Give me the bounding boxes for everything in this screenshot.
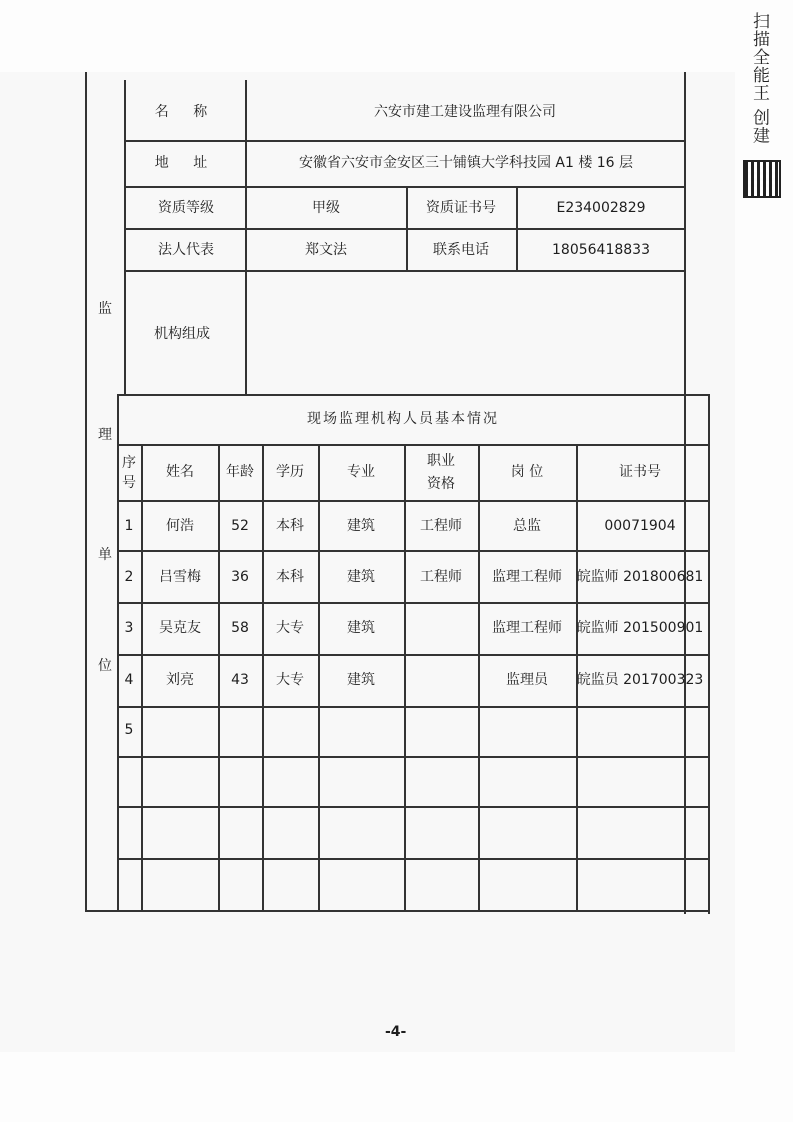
staff-line-r2 [117, 602, 710, 604]
row-1-major: 建筑 [347, 518, 375, 534]
row-3-age: 58 [231, 620, 249, 636]
row-4-age: 43 [231, 672, 249, 688]
staff-line-r4 [117, 706, 710, 708]
row-1-title: 工程师 [420, 518, 462, 534]
staff-section-title: 现场监理机构人员基本情况 [307, 411, 499, 427]
frame-left [85, 72, 87, 912]
row-line-4 [124, 270, 686, 272]
staff-line-r6 [117, 806, 710, 808]
legal-rep-label: 法人代表 [158, 242, 214, 258]
row-3-seq: 3 [124, 620, 134, 636]
side-divider-upper [124, 80, 126, 395]
row-4-cert: 皖监员 201700323 [576, 672, 704, 688]
row-2-cert: 皖监师 201800681 [576, 569, 704, 585]
row-4-major: 建筑 [347, 672, 375, 688]
frame-bottom [85, 910, 710, 912]
row-3-post: 监理工程师 [492, 620, 562, 636]
row-line-1 [124, 140, 686, 142]
row-1-post: 总监 [513, 518, 541, 534]
row-4-post: 监理员 [506, 672, 548, 688]
staff-col-3 [262, 444, 264, 912]
frame-right [684, 72, 686, 914]
phone-label: 联系电话 [433, 242, 489, 258]
row-3-name: 吴克友 [159, 620, 201, 636]
header-name: 姓名 [166, 464, 194, 480]
row-2-seq: 2 [124, 569, 134, 585]
side-label-char-4: 位 [98, 658, 112, 674]
grade-mid-divider [406, 186, 408, 270]
legal-rep-value: 郑文法 [305, 242, 347, 258]
row-5-seq: 5 [124, 722, 134, 738]
row-line-5 [117, 394, 710, 396]
staff-col-6 [478, 444, 480, 912]
row-1-seq: 1 [124, 518, 134, 534]
phone-value: 18056418833 [552, 242, 650, 258]
header-major: 专业 [347, 464, 375, 480]
header-edu: 学历 [276, 464, 304, 480]
header-title-1: 职业 [427, 453, 455, 469]
staff-line-r7 [117, 858, 710, 860]
row-4-seq: 4 [124, 672, 134, 688]
row-1-cert: 00071904 [604, 518, 676, 534]
row-2-title: 工程师 [420, 569, 462, 585]
row-1-age: 52 [231, 518, 249, 534]
staff-col-2 [218, 444, 220, 912]
label-col-divider [245, 80, 247, 395]
staff-col-5 [404, 444, 406, 912]
company-address-label: 地 址 [154, 155, 218, 171]
header-title-2: 资格 [427, 476, 455, 492]
header-age: 年龄 [226, 464, 254, 480]
row-line-2 [124, 186, 686, 188]
header-post: 岗 位 [510, 464, 544, 480]
row-line-3 [124, 228, 686, 230]
side-label-char-1: 监 [98, 301, 112, 317]
org-structure-label: 机构组成 [154, 326, 210, 342]
row-2-major: 建筑 [347, 569, 375, 585]
staff-line-r3 [117, 654, 710, 656]
row-3-major: 建筑 [347, 620, 375, 636]
company-cert-label: 资质证书号 [426, 200, 496, 216]
qr-code-icon [743, 160, 781, 198]
company-name-value: 六安市建工建设监理有限公司 [374, 104, 556, 120]
side-label-char-3: 单 [98, 547, 112, 563]
cert-mid-divider [516, 186, 518, 270]
row-2-edu: 本科 [276, 569, 304, 585]
staff-col-4 [318, 444, 320, 912]
company-grade-value: 甲级 [312, 200, 340, 216]
row-2-age: 36 [231, 569, 249, 585]
company-cert-value: E234002829 [556, 200, 646, 216]
side-label-char-2: 理 [98, 427, 112, 443]
staff-col-1 [141, 444, 143, 912]
row-2-post: 监理工程师 [492, 569, 562, 585]
row-line-6 [117, 444, 710, 446]
company-name-label: 名 称 [154, 104, 218, 120]
staff-line-r5 [117, 756, 710, 758]
row-1-edu: 本科 [276, 518, 304, 534]
row-4-name: 刘亮 [166, 672, 194, 688]
header-seq-2: 号 [122, 475, 136, 491]
staff-line-header [117, 500, 710, 502]
row-3-edu: 大专 [276, 620, 304, 636]
row-4-edu: 大专 [276, 672, 304, 688]
scanner-watermark: 扫描全能王 创建 [749, 12, 769, 145]
page-number: -4- [385, 1024, 407, 1040]
row-3-cert: 皖监师 201500901 [576, 620, 704, 636]
row-2-name: 吕雪梅 [159, 569, 201, 585]
header-seq-1: 序 [122, 455, 136, 471]
header-cert: 证书号 [619, 464, 661, 480]
company-grade-label: 资质等级 [158, 200, 214, 216]
company-address-value: 安徽省六安市金安区三十铺镇大学科技园 A1 楼 16 层 [298, 155, 634, 171]
row-1-name: 何浩 [166, 518, 194, 534]
staff-line-r1 [117, 550, 710, 552]
